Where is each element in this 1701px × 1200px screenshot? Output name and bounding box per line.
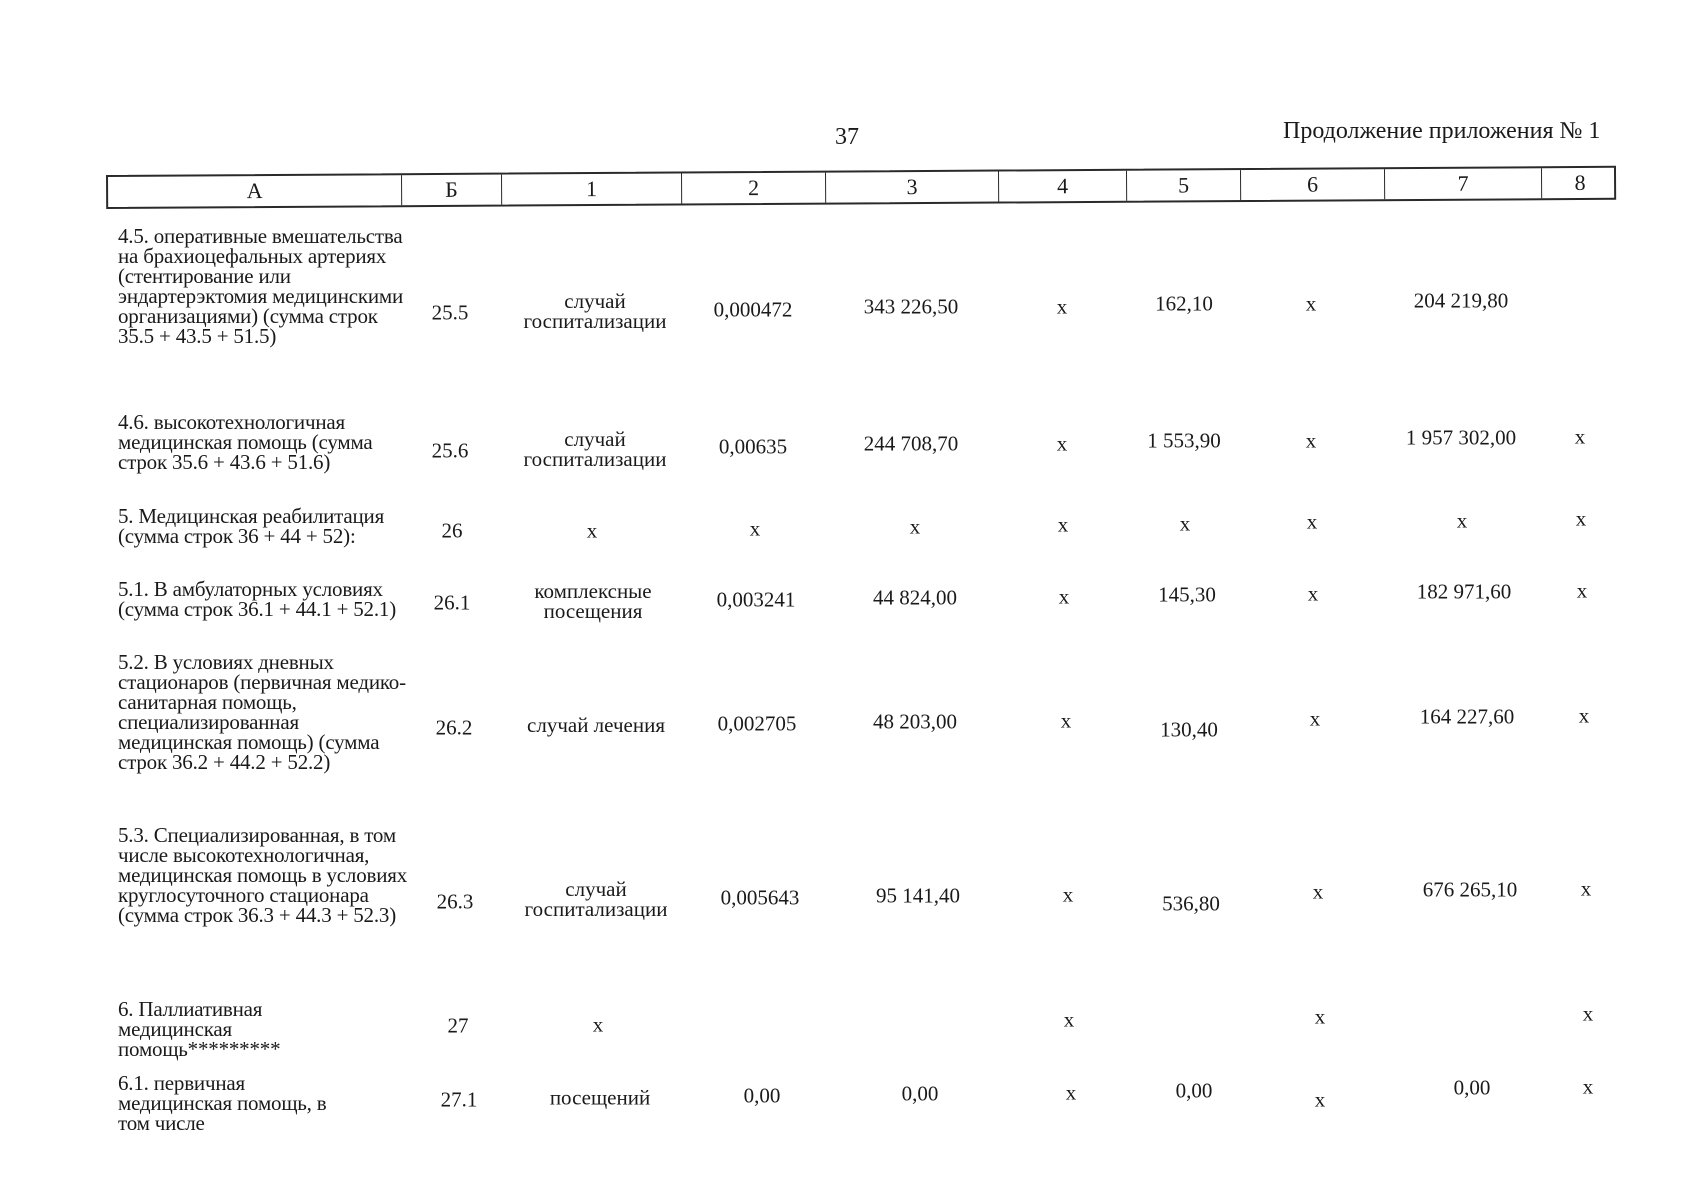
row-col2: 0,000472 <box>713 297 793 322</box>
row-col5: х <box>1179 511 1191 536</box>
row-col6: х <box>1314 1087 1326 1112</box>
column-header-5: 5 <box>1127 170 1241 201</box>
row-col2: х <box>749 516 761 541</box>
row-col4: х <box>1056 431 1068 456</box>
row-col2: 0,005643 <box>720 885 800 910</box>
row-col4: х <box>1060 708 1072 733</box>
row-col8: х <box>1576 578 1588 603</box>
row-col8: х <box>1574 424 1586 449</box>
column-header-b: Б <box>402 175 502 206</box>
row-name: 5. Медицинская реабилитация (сумма строк 36 + 44 + 52): <box>118 504 385 548</box>
row-code: 27.1 <box>440 1087 478 1112</box>
row-col2: 0,00635 <box>718 434 788 459</box>
row-col6: х <box>1309 706 1321 731</box>
row-col6: х <box>1306 509 1318 534</box>
row-col4: х <box>1065 1080 1077 1105</box>
column-header-7: 7 <box>1385 168 1542 199</box>
row-col2: 0,00 <box>743 1083 781 1108</box>
row-col6: х <box>1305 428 1317 453</box>
column-header-3: 3 <box>826 172 999 203</box>
row-col5: 162,10 <box>1155 291 1213 316</box>
row-col4: х <box>1057 512 1069 537</box>
row-col7: 1 957 302,00 <box>1405 425 1517 450</box>
row-name: 5.3. Специализированная, в том числе высокотехнологичная, медицинская помощь в условиях круглосуточного стационара (сумма строк 36.3 + 44.3 + 52.3) <box>118 823 408 927</box>
row-code: 27 <box>447 1013 469 1038</box>
row-col2: 0,003241 <box>716 587 796 612</box>
row-name: 5.1. В амбулаторных условиях (сумма строк 36.1 + 44.1 + 52.1) <box>118 577 397 621</box>
row-col7: 182 971,60 <box>1416 579 1512 604</box>
row-unit: комплексные посещения <box>534 579 652 623</box>
row-col8: х <box>1578 703 1590 728</box>
row-col8: х <box>1582 1001 1594 1026</box>
row-col4: х <box>1056 294 1068 319</box>
column-header-2: 2 <box>682 173 826 204</box>
row-unit: случай лечения <box>527 713 665 737</box>
row-col3: 244 708,70 <box>863 431 959 456</box>
column-header-8: 8 <box>1574 169 1586 196</box>
row-col3: 343 226,50 <box>863 294 959 319</box>
row-col5: 130,40 <box>1160 717 1218 742</box>
row-name: 6.1. первичная медицинская помощь, в том числе <box>118 1071 327 1135</box>
row-code: 26.2 <box>435 715 473 740</box>
row-col8: х <box>1582 1074 1594 1099</box>
row-col3: 44 824,00 <box>873 585 957 610</box>
row-unit: х <box>592 1012 604 1037</box>
column-header-6: 6 <box>1241 169 1385 200</box>
row-col2: 0,002705 <box>717 711 797 736</box>
row-col4: х <box>1062 882 1074 907</box>
row-code: 25.6 <box>431 438 469 463</box>
row-col8: х <box>1575 506 1587 531</box>
row-unit: посещений <box>549 1085 651 1110</box>
row-unit: случай госпитализации <box>523 289 667 333</box>
row-name: 4.6. высокотехнологичная медицинская помощь (сумма строк 35.6 + 43.6 + 51.6) <box>118 410 373 474</box>
row-col4: х <box>1058 584 1070 609</box>
row-unit: случай госпитализации <box>523 427 667 471</box>
row-col6: х <box>1312 879 1324 904</box>
row-col5: 536,80 <box>1162 891 1220 916</box>
row-code: 25.5 <box>431 300 469 325</box>
row-col5: 145,30 <box>1158 582 1216 607</box>
row-col3: х <box>909 514 921 539</box>
column-header-a: А <box>108 175 402 207</box>
row-col3: 48 203,00 <box>873 709 957 734</box>
row-col7: 164 227,60 <box>1419 704 1515 729</box>
row-col6: х <box>1314 1004 1326 1029</box>
row-col5: 1 553,90 <box>1147 428 1221 453</box>
page-number: 37 <box>835 124 859 150</box>
row-col6: х <box>1305 291 1317 316</box>
row-col4: х <box>1063 1007 1075 1032</box>
row-col3: 95 141,40 <box>876 883 960 908</box>
row-col7: 0,00 <box>1453 1075 1491 1100</box>
row-code: 26 <box>441 518 463 543</box>
row-code: 26.1 <box>433 590 471 615</box>
annex-continuation-note: Продолжение приложения № 1 <box>1283 118 1601 144</box>
row-col7: х <box>1456 508 1468 533</box>
row-col6: х <box>1307 581 1319 606</box>
column-header-4: 4 <box>999 171 1127 202</box>
row-unit: случай госпитализации <box>524 877 668 921</box>
row-name: 4.5. оперативные вмешательства на брахиоцефальных артериях (стентирование или эндартерэктомия медицинскими организациями) (сумма строк 35.5 + 43.5 + 51.5) <box>118 224 404 348</box>
row-col7: 676 265,10 <box>1422 877 1518 902</box>
row-unit: х <box>586 518 598 543</box>
row-col7: 204 219,80 <box>1413 288 1509 313</box>
row-name: 5.2. В условиях дневных стационаров (первичная медико-санитарная помощь, специализированная медицинская помощь) (сумма строк 36.2 + 44.2 + 52.2) <box>118 650 406 774</box>
row-col3: 0,00 <box>901 1081 939 1106</box>
row-name: 6. Паллиативная медицинская помощь********* <box>118 997 281 1061</box>
row-code: 26.3 <box>436 889 474 914</box>
row-col5: 0,00 <box>1175 1078 1213 1103</box>
row-col8: х <box>1580 876 1592 901</box>
column-header-1: 1 <box>502 173 682 204</box>
